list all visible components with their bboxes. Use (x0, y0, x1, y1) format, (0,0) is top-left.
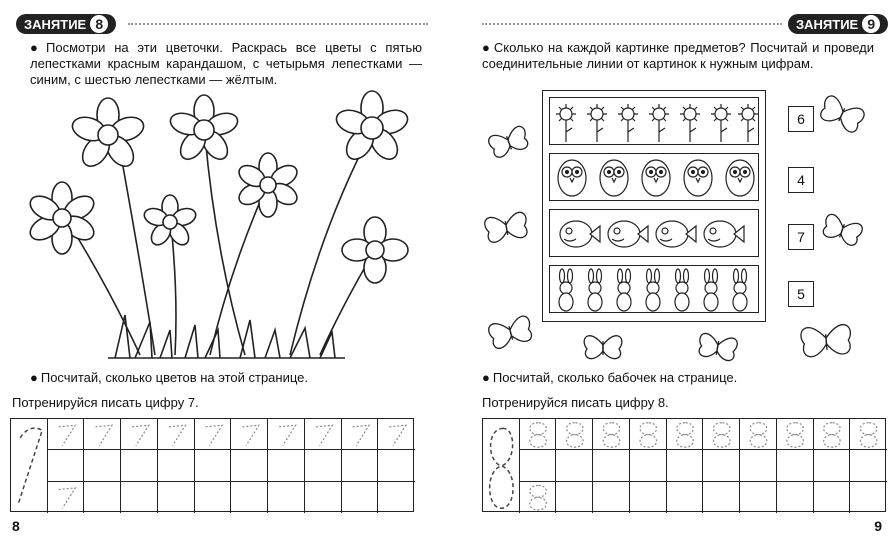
right-page (448, 0, 896, 540)
flower-four-petals (342, 217, 408, 283)
dotted-digit (206, 425, 223, 445)
butterfly-icon (584, 336, 622, 359)
page-number: 9 (874, 518, 882, 534)
number-box[interactable]: 6 (788, 106, 814, 132)
task-count-flowers (30, 370, 422, 386)
bullet-icon: ● (482, 370, 490, 385)
dotted-digit (316, 425, 333, 445)
dotted-digit (603, 423, 620, 447)
dotted-digit (530, 423, 547, 447)
butterfly-icon (818, 94, 866, 134)
stem (70, 225, 140, 355)
flower-five-petals (168, 95, 241, 164)
dotted-digit (353, 425, 370, 445)
flower-five-petals (333, 91, 410, 164)
butterfly-icon (697, 333, 738, 362)
dotted-digit (389, 425, 406, 445)
task-write-eight (482, 395, 882, 411)
butterfly-icon (487, 125, 530, 159)
number-box[interactable]: 5 (788, 281, 814, 307)
bullet-icon: ● (482, 40, 491, 55)
task-text: Посчитай, сколько цветов на этой странице. (40, 370, 308, 385)
dotted-digit (824, 423, 841, 447)
dotted-digit (860, 423, 877, 447)
dotted-digit (169, 425, 186, 445)
dotted-digit (787, 423, 804, 447)
dotted-digit (59, 488, 76, 508)
dotted-digit (59, 425, 76, 445)
task-text: Посмотри на эти цветочки. Раскрась все цветы с пятью лепестками красным карандашом, с четырьмя лепестками — синим, с шестью лепестками — жёлтым. (30, 40, 422, 87)
dotted-digit (95, 425, 112, 445)
dotted-digit (132, 425, 149, 445)
stem (205, 135, 245, 355)
number-box[interactable]: 4 (788, 167, 814, 193)
dotted-digit (713, 423, 730, 447)
butterfly-icon (487, 315, 534, 350)
writing-grid-7[interactable] (10, 418, 414, 512)
traced-digits (11, 419, 415, 513)
example-digit-trace (490, 428, 513, 508)
task-write-seven (12, 395, 412, 411)
bullet-icon: ● (30, 370, 38, 385)
flower-five-petals (142, 195, 198, 248)
butterfly-icon (821, 213, 864, 247)
flower-six-petals (26, 182, 98, 254)
dotted-digit (242, 425, 259, 445)
example-digit-trace (18, 428, 42, 503)
butterfly-icon (484, 211, 529, 243)
flower-five-petals (69, 98, 146, 171)
dotted-digit (530, 485, 547, 509)
dotted-digit (677, 423, 694, 447)
page-number: 8 (12, 518, 20, 534)
bullet-icon: ● (30, 40, 44, 55)
number-box[interactable]: 7 (788, 224, 814, 250)
dotted-digit (567, 423, 584, 447)
butterfly-icon (800, 324, 852, 358)
lesson-number: 9 (862, 15, 880, 33)
lesson-label: ЗАНЯТИЕ (24, 16, 87, 32)
flower-six-petals (235, 153, 300, 217)
task-text: Потренируйся писать цифру 7. (12, 395, 199, 410)
dotted-digit (640, 423, 657, 447)
task-count-butterflies (482, 370, 874, 386)
task-text: Потренируйся писать цифру 8. (482, 395, 669, 410)
dotted-digit (750, 423, 767, 447)
task-text: Сколько на каждой картинке предметов? Посчитай и проведи соединительные линии от картинок к нужным цифрам. (482, 40, 874, 71)
traced-digits (483, 419, 887, 513)
writing-grid-8[interactable] (482, 418, 886, 512)
task-text: Посчитай, сколько бабочек на странице. (492, 370, 738, 385)
dotted-digit (279, 425, 296, 445)
grass (115, 315, 335, 358)
stem (172, 235, 176, 355)
lesson-number: 8 (90, 15, 108, 33)
lesson-label: ЗАНЯТИЕ (796, 16, 859, 32)
